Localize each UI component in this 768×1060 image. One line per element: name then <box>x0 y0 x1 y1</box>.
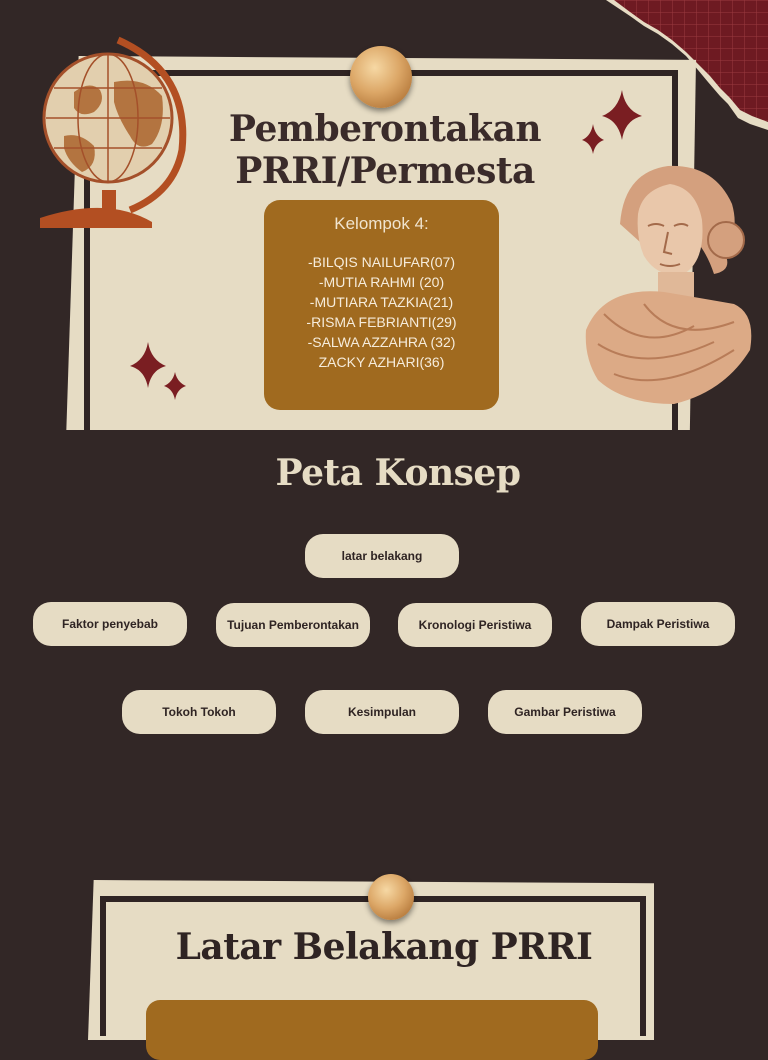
concept-button-gambar-peristiwa[interactable]: Gambar Peristiwa <box>488 690 642 734</box>
concept-button-dampak-peristiwa[interactable]: Dampak Peristiwa <box>581 602 735 646</box>
group-heading: Kelompok 4: <box>334 214 429 233</box>
concept-button-kronologi-peristiwa[interactable]: Kronologi Peristiwa <box>398 603 552 647</box>
sparkle-icon <box>126 340 190 404</box>
concept-button-kesimpulan[interactable]: Kesimpulan <box>305 690 459 734</box>
bust-statue-icon <box>584 154 754 408</box>
concept-button-tokoh-tokoh[interactable]: Tokoh Tokoh <box>122 690 276 734</box>
concept-button-latar-belakang[interactable]: latar belakang <box>305 534 459 578</box>
member-list <box>264 252 499 372</box>
section-body-box <box>146 1000 598 1060</box>
list-item: -SALWA AZZAHRA (32) <box>307 334 456 350</box>
card-bottom-edge <box>60 430 708 450</box>
list-item: -RISMA FEBRIANTI(29) <box>306 314 457 330</box>
list-item: -BILQIS NAILUFAR(07) <box>307 254 456 270</box>
list-item: -MUTIARA TAZKIA(21) <box>309 294 454 310</box>
list-item: ZACKY AZHARI(36) <box>318 354 445 370</box>
section-title-concept-map: Peta Konsep <box>275 452 521 494</box>
list-item: -MUTIA RAHMI (20) <box>318 274 445 290</box>
title-line-2: PRRI/Permesta <box>235 150 535 192</box>
concept-button-tujuan-pemberontakan[interactable]: Tujuan Pemberontakan <box>216 603 370 647</box>
concept-button-faktor-penyebab[interactable]: Faktor penyebab <box>33 602 187 646</box>
pushpin-icon <box>368 874 414 920</box>
pushpin-icon <box>350 46 412 108</box>
title-line-1: Pemberontakan <box>228 108 542 150</box>
section-title-latar-belakang: Latar Belakang PRRI <box>175 926 593 968</box>
page-title <box>160 108 610 192</box>
